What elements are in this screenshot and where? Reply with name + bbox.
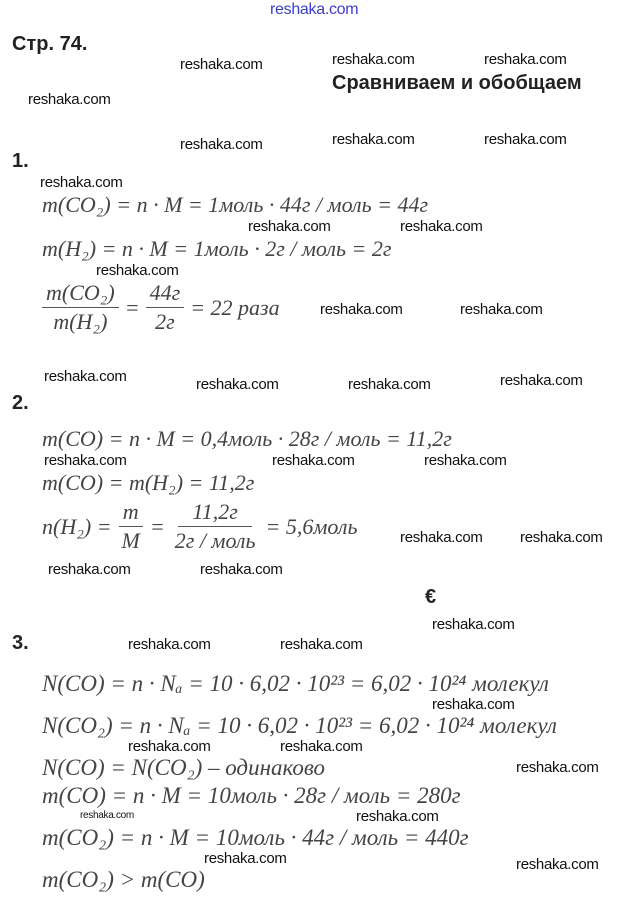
watermark: reshaka.com (248, 218, 331, 235)
denominator: 2г (155, 309, 175, 335)
watermark: reshaka.com (500, 372, 583, 389)
task-number: 2. (12, 392, 29, 414)
watermark: reshaka.com (520, 529, 603, 546)
watermark: reshaka.com (432, 616, 515, 633)
formula-line: m(CO) = n · M = 10моль · 28г / моль = 280г (42, 783, 461, 808)
denominator: 2г / моль (174, 528, 256, 554)
watermark: reshaka.com (272, 452, 355, 469)
denominator: M (121, 528, 140, 554)
lhs: n(H₂) = (42, 513, 112, 539)
fraction (171, 500, 260, 553)
fraction (118, 500, 144, 553)
watermark: reshaka.com (44, 368, 127, 385)
watermark: reshaka.com (400, 218, 483, 235)
formula-fraction (42, 281, 280, 334)
watermark: reshaka.com (332, 51, 415, 68)
watermark: reshaka.com (460, 301, 543, 318)
watermark: reshaka.com (432, 696, 515, 713)
fraction (42, 281, 119, 334)
watermark: reshaka.com (400, 529, 483, 546)
equals: = (149, 513, 165, 539)
watermark: reshaka.com (484, 51, 567, 68)
stray-symbol: € (425, 586, 437, 608)
task-number: 3. (12, 632, 29, 654)
watermark: reshaka.com (320, 301, 403, 318)
formula-line: m(CO₂) = n · M = 10моль · 44г / моль = 440г (42, 825, 469, 850)
watermark: reshaka.com (48, 561, 131, 578)
watermark: reshaka.com (80, 810, 134, 821)
watermark: reshaka.com (180, 56, 263, 73)
formula-line: m(CO) = n · M = 0,4моль · 28г / моль = 11,2г (42, 426, 452, 451)
watermark: reshaka.com (516, 856, 599, 873)
watermark: reshaka.com (280, 636, 363, 653)
section-title: Сравниваем и обобщаем (332, 72, 582, 94)
watermark: reshaka.com (516, 759, 599, 776)
fraction (146, 281, 185, 334)
watermark: reshaka.com (348, 376, 431, 393)
watermark: reshaka.com (96, 262, 179, 279)
numerator: 44г (146, 281, 185, 308)
formula-line: m(CO₂) > m(CO) (42, 867, 205, 892)
watermark: reshaka.com (200, 561, 283, 578)
watermark: reshaka.com (204, 850, 287, 867)
watermark: reshaka.com (180, 136, 263, 153)
page-label: Стр. 74. (12, 33, 88, 55)
watermark: reshaka.com (356, 808, 439, 825)
numerator: m(CO₂) (42, 281, 119, 308)
formula-line: m(CO₂) = n · M = 1моль · 44г / моль = 44г (42, 192, 429, 217)
watermark: reshaka.com (44, 452, 127, 469)
formula-line: N(CO₂) = n · Nₐ = 10 · 6,02 · 10²³ = 6,02 · 10²⁴ молекул (42, 713, 557, 738)
site-watermark-link[interactable]: reshaka.com (270, 1, 359, 18)
formula-line: N(CO) = n · Nₐ = 10 · 6,02 · 10²³ = 6,02 · 10²⁴ молекул (42, 671, 549, 696)
watermark: reshaka.com (128, 636, 211, 653)
formula-fraction (42, 500, 357, 553)
watermark: reshaka.com (40, 174, 123, 191)
watermark: reshaka.com (484, 131, 567, 148)
watermark: reshaka.com (128, 738, 211, 755)
denominator: m(H₂) (53, 309, 108, 335)
numerator: m (119, 500, 143, 527)
watermark: reshaka.com (280, 738, 363, 755)
watermark: reshaka.com (196, 376, 279, 393)
task-number: 1. (12, 150, 29, 172)
formula-line: N(CO) = N(CO₂) – одинаково (42, 755, 326, 780)
watermark: reshaka.com (28, 91, 111, 108)
equals: = (124, 294, 140, 320)
formula-line: m(CO) = m(H₂) = 11,2г (42, 470, 255, 495)
result: = 22 раза (190, 294, 280, 320)
watermark: reshaka.com (332, 131, 415, 148)
result: = 5,6моль (265, 513, 358, 539)
watermark: reshaka.com (424, 452, 507, 469)
numerator: 11,2г (178, 500, 251, 527)
formula-line: m(H₂) = n · M = 1моль · 2г / моль = 2г (42, 236, 392, 261)
